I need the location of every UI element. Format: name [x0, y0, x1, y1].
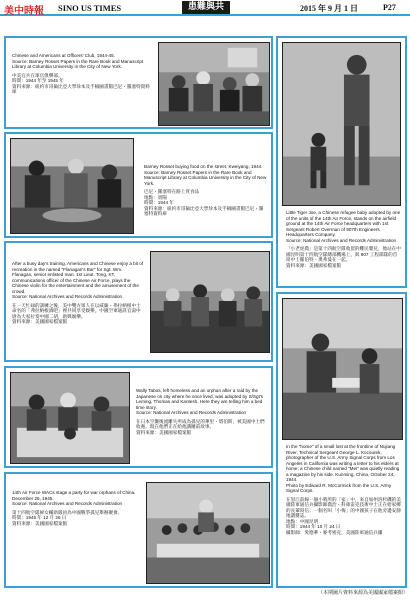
caption-source: Source: National Archives and Records Administration [12, 501, 123, 506]
photo-letter-writing [282, 298, 403, 440]
caption-en: Barney Rosset buying food on the street, Kweiyang, 1944. [144, 164, 263, 169]
caption-zh-source: 資料來源：美國國家檔案館 [12, 520, 68, 526]
caption-zh-photographer: 攝影師：愛德華・麥考密克，美國陸軍通信兵團 [286, 529, 383, 535]
caption-zh: 在一天忙碌的訓練之後，美中雙方軍人在以威廉・弗拉納根中士命名的「弗拉納根酒吧」裡共同享受娛樂。中國空軍通訊官湯中尉為大家拉奏中國二胡，助興娛樂。 [12, 302, 141, 319]
caption-zh: 巴尼・羅塞特在路上買食品 [144, 189, 200, 194]
caption-zh: 「小老虎喬」是第十四航空隊收留的難民嬰兒，他站在中國昆明第十四航空隊總部機場上，與 907 工程部隊的首席中士羅伯特・奧弗曼在一起。 [286, 246, 401, 262]
caption-zh-source: 資料來源：紐約市哥倫比亞大學珍本及手稿圖書館巴尼・羅塞特資料庫 [144, 205, 264, 216]
caption-zh-date: 時間：1944 年 10 月 24 日 [286, 524, 341, 529]
photo-street-food [10, 138, 134, 234]
caption-nujiang [286, 444, 403, 538]
story-nujiang-frontline [276, 292, 407, 588]
story-officers-club [4, 36, 273, 129]
story-wally-tabos [4, 366, 273, 468]
caption-flanagans-bar [12, 261, 144, 328]
caption-zh: 第十四航空隊婦女輔助隊員為中國戰爭孤兒舉辦聚會。 [12, 509, 123, 515]
brand-logo-text: 美中時報 [4, 6, 44, 17]
caption-zh-source: 資料來源：美國國家檔案館 [12, 319, 68, 324]
photo-officers-club [158, 42, 270, 126]
story-flanagans-bar [4, 241, 273, 362]
caption-source: Source: Barney Rosset Papers in the Rare Book and Manuscript Library at Columbia University in the City of New York. [144, 169, 267, 186]
issue-date: 2015 年 9 月 1 日 [300, 4, 358, 13]
caption-barney-rosset [144, 164, 268, 220]
photo-tiger-joe [282, 42, 401, 206]
caption-en: Little Tiger Joe, a Chinese refugee baby adopted by one of the units of the 14th Air Force, stands on the airfield ground at the 14th Air Force headquarters with 1st Sergeant Robert Overman of 907th Engineers Headquarters Company. [286, 210, 401, 237]
masthead [0, 0, 410, 16]
story-barney-rosset [4, 132, 273, 238]
caption-source: Source: Barney Rosset Papers in the Rare Book and Manuscript Library at Columbia University in the City of New York. [12, 58, 144, 69]
caption-en: In the "home" of a small lost at the frontline of Nujiang River, Technical Sergeant George L. Kocourek, photographer of the U.S. Army Signal Corps from Los Angeles in California was writing a letter to his elders at home; a Chinese child named "Mei" was quietly reading a magazine by his side. Kunming, China, October 24, 1944. [286, 444, 400, 482]
caption-wacs-party [12, 490, 140, 529]
page-footer-note: （本期圖片資料來源為美國國家檔案館） [317, 590, 408, 596]
caption-zh: 在怒江前線一個小哨所的「家」中，來自加州洛杉磯的美國陸軍通信兵攝影師喬治・科庫雷克技術中士正在給家鄉的長輩寫信；一個名叫「小梅」的中國孩子在他旁邊安靜地讀雜誌。 [286, 496, 401, 518]
story-wacs-party [4, 472, 273, 588]
caption-zh-source: 資料來源：紐約市哥倫比亞大學珍本及手稿圖書館巴尼・羅塞特資料庫 [12, 83, 150, 94]
section-title: 患難與共 [182, 1, 230, 14]
caption-zh-date: 時間：1944 年 [144, 200, 174, 205]
caption-source: Source: National Archives and Records Administration [136, 410, 247, 415]
photo-orphans-party [146, 482, 270, 584]
caption-zh-date: 時間：1945 年 12 月 26 日 [12, 515, 67, 520]
caption-zh-place: 地點：貴陽 [144, 194, 167, 200]
caption-en: 14th Air Force WACs stage a party for war orphans of China. December 26, 1945. [12, 490, 136, 501]
page-number: P27 [383, 3, 396, 12]
caption-zh-source: 資料來源：美國國家檔案館 [136, 429, 192, 435]
caption-wally-tabos [136, 388, 268, 438]
brand-english-name: SINO US TIMES [58, 3, 122, 13]
caption-officers-club [12, 53, 152, 98]
caption-zh-place: 地點：中國昆明 [286, 518, 319, 524]
caption-tiger-joe [286, 210, 401, 271]
caption-en: Wally Tabos, left homeless and an orphan after a raid by the Japanese on city where he once lived, was adopted by S/Sgt's Leming, Thomas and Kantesh. Here they are telling him a bed time story. [136, 388, 264, 410]
caption-zh: 在日本空襲後流離失所成為孤兒的華里・塔伯斯，被美國中士們收養。現在他們正在給他講睡前故事。 [136, 418, 265, 429]
caption-zh-date: 時間：1944 年至 1945 年 [12, 78, 64, 83]
photo-bedtime-story [10, 372, 130, 464]
caption-en: After a busy day's training, Americans and Chinese enjoy a bit of recreation in the named "Flanagan's Bar" for Sgt. Wm. Flanagan, senior enlisted man. 1st Lieut. Tong, KT, communications officer of the Chinese Air Force, plays the Chinese violin for the entertainment and the amusement of the crowd. [12, 261, 144, 294]
caption-zh-source: 資料來源：美國國家檔案館 [286, 262, 342, 268]
caption-source: Source: National Archives and Records Administration [12, 294, 123, 299]
photo-flanagans-bar [150, 251, 270, 353]
caption-source: Source: National Archives and Records Administration [286, 237, 397, 243]
caption-zh: 中美官兵在軍官俱樂部。 [12, 72, 63, 78]
caption-source: Photo by Edward R. McCormick from the U.S. Army Signal Corps. [286, 482, 392, 493]
caption-en: Chinese and Americans at Officers' Club, 1944-45. [12, 53, 115, 58]
story-little-tiger-joe [276, 36, 407, 288]
